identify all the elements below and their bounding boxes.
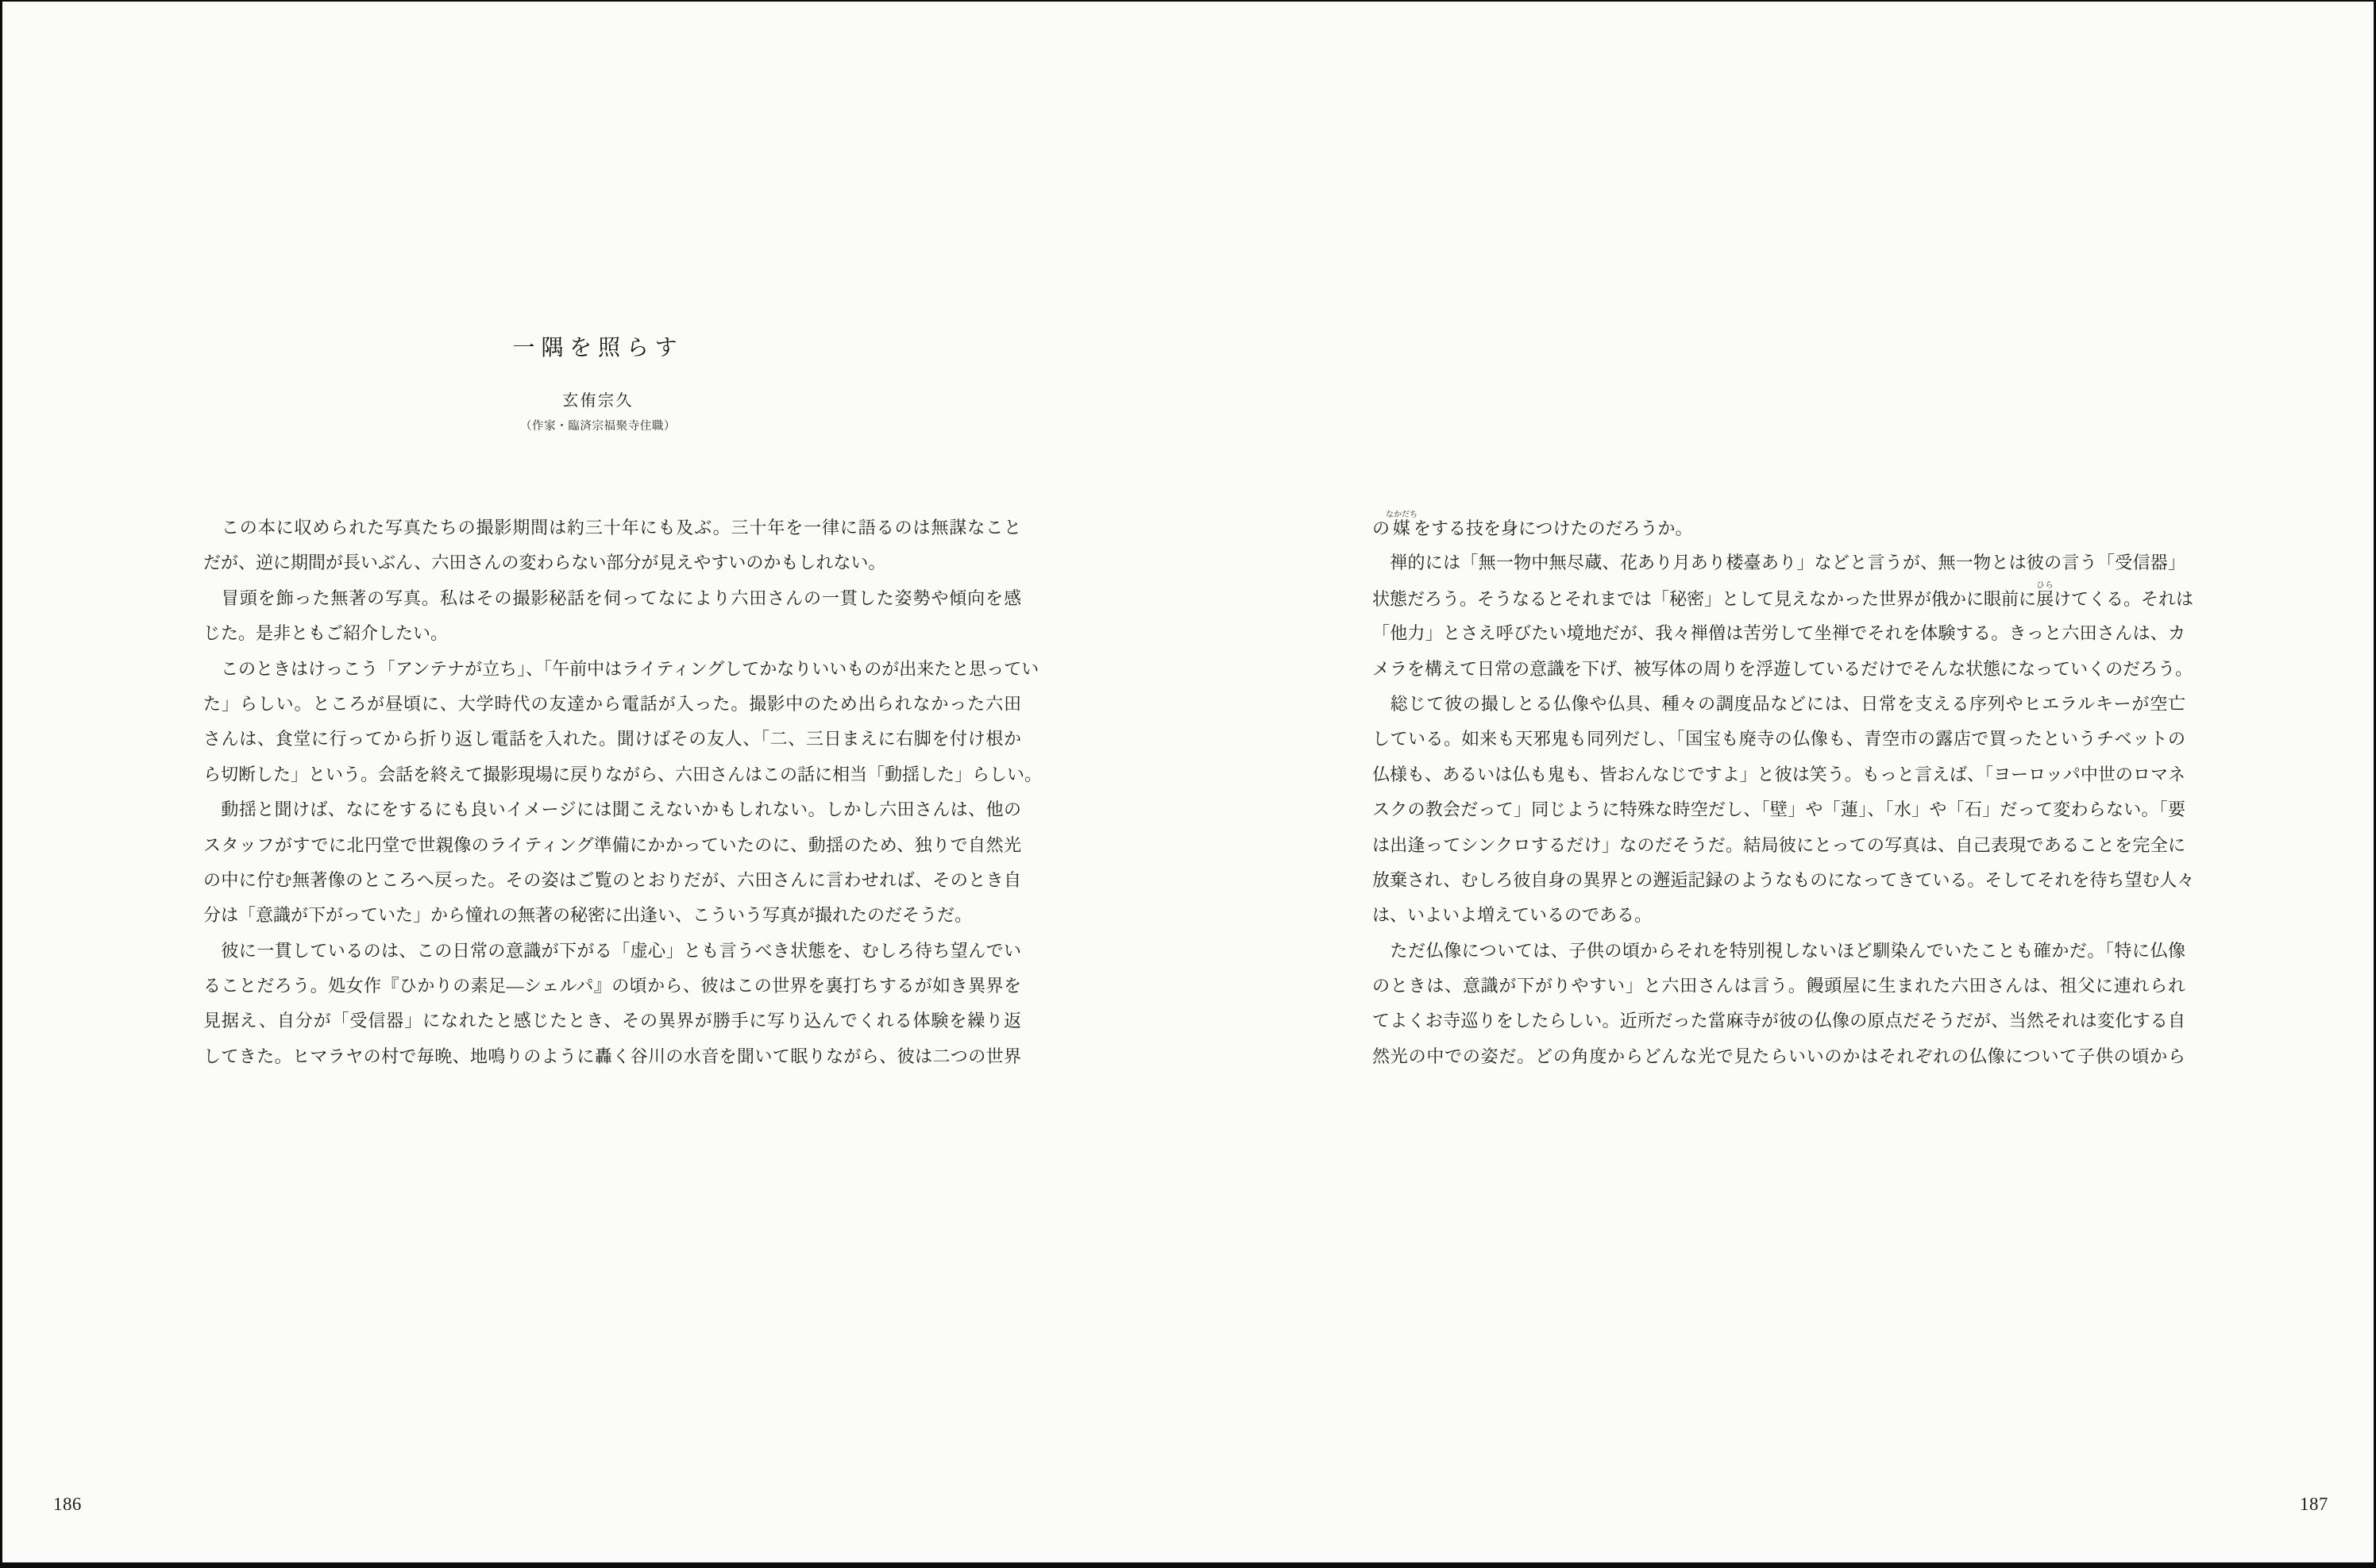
text-line: は、いよいよ増えているのである。 [1372, 905, 1653, 926]
text-line: メラを構えて日常の意識を下げ、被写体の周りを浮遊しているだけでそんな状態になっていくのだろう。 [1372, 658, 2193, 679]
text-line: 見据え、自分が「受信器」になれたと感じたとき、その異界が勝手に写り込んでくれる体験を繰り返 [203, 1011, 1021, 1031]
text-line: 冒頭を飾った無著の写真。私はその撮影秘話を伺ってなにより六田さんの一貫した姿勢や傾向を感 [203, 588, 1021, 608]
text-line: している。如来も天邪鬼も同列だし、「国宝も廃寺の仏像も、青空市の露店で買ったというチベットの [1372, 729, 2185, 749]
text-line: 総じて彼の撮しとる仏像や仏具、種々の調度品などには、日常を支える序列やヒエラルキーが空亡 [1372, 693, 2185, 714]
line-segment: 状態だろう。そうなるとそれまでは「秘密」として見えなかった世界が俄かに眼前に [1372, 588, 2037, 609]
text-line: ることだろう。処女作『ひかりの素足―シェルパ』の頃から、彼はこの世界を裏打ちするが如き異界を [203, 976, 1021, 996]
essay-author-role: （作家・臨済宗福聚寺住職） [519, 420, 677, 433]
text-line: てよくお寺巡りをしたらしい。近所だった當麻寺が彼の仏像の原点だそうだが、当然それは変化する自 [1372, 1011, 2185, 1031]
essay-author: 玄侑宗久 [562, 392, 634, 410]
text-line: この本に収められた写真たちの撮影期間は約三十年にも及ぶ。三十年を一律に語るのは無謀なこと [203, 518, 1021, 537]
text-line: スタッフがすでに北円堂で世親像のライティング準備にかかっていたのに、動揺のため、独りで自然光 [203, 834, 1021, 855]
line-segment: の [1372, 518, 1390, 538]
text-line: してきた。ヒマラヤの村で毎晩、地鳴りのように轟く谷川の水音を聞いて眠りながら、彼は二つの世界 [203, 1046, 1021, 1066]
text-line: ただ仏像については、子供の頃からそれを特別視しないほど馴染んでいたことも確かだ。「特に仏像 [1372, 940, 2185, 961]
ruby-text: なかだち [1386, 510, 1418, 519]
right-page-text-column [1372, 510, 2195, 1074]
line-segment: けてくる。それは [2054, 588, 2194, 609]
text-line: このときはけっこう「アンテナが立ち」、「午前中はライティングしてかなりいいものが出来たと思ってい [203, 658, 1040, 679]
text-line-with-ruby [1372, 580, 2194, 616]
text-line: 彼に一貫しているのは、この日常の意識が下がる「虚心」とも言うべき状態を、むしろ待ち望んでい [203, 940, 1021, 961]
text-line: 禅的には「無一物中無尽蔵、花あり月あり楼臺あり」などと言うが、無一物とは彼の言う「受信器」 [1372, 553, 2185, 573]
left-page-text-column [203, 510, 1043, 1074]
text-line: は出逢ってシンクロするだけ」なのだそうだ。結局彼にとっての写真は、自己表現であることを完全に [1372, 834, 2185, 855]
ruby-base: 媒 [1386, 518, 1418, 538]
text-line: スクの教会だって」同じように特殊な時空だし、「壁」や「蓮」、「水」や「石」だって変わらない。「要 [1372, 799, 2185, 820]
text-line: 分は「意識が下がっていた」から憧れの無著の秘密に出逢い、こういう写真が撮れたのだそうだ。 [203, 905, 973, 926]
page-number-left: 186 [53, 1494, 82, 1514]
text-line: のときは、意識が下がりやすい」と六田さんは言う。饅頭屋に生まれた六田さんは、祖父に連れられ [1372, 976, 2185, 996]
text-line: 仏様も、あるいは仏も鬼も、皆おんなじですよ」と彼は笑う。もっと言えば、「ヨーロッパ中世のロマネ [1372, 764, 2185, 784]
text-line: ら切断した」という。会話を終えて撮影現場に戻りながら、六田さんはこの話に相当「動揺した」らしい。 [203, 764, 1043, 784]
text-line: 動揺と聞けば、なにをするにも良いイメージには聞こえないかもしれない。しかし六田さんは、他の [203, 799, 1021, 820]
ruby-base: 展 [2036, 588, 2054, 609]
text-line: だが、逆に期間が長いぶん、六田さんの変わらない部分が見えやすいのかもしれない。 [203, 553, 886, 573]
page-number-right: 187 [2300, 1494, 2328, 1514]
ruby-annotation [2036, 580, 2054, 609]
text-line: 然光の中での姿だ。どの角度からどんな光で見たらいいのかはそれぞれの仏像について子供の頃から [1372, 1046, 2185, 1066]
text-line: 放棄され、むしろ彼自身の異界との邂逅記録のようなものになってきている。そしてそれを待ち望む人々 [1372, 869, 2195, 890]
text-line: じた。是非ともご紹介したい。 [203, 623, 449, 644]
text-line: 「他力」とさえ呼びたい境地だが、我々禅僧は苦労して坐禅でそれを体験する。きっと六田さんは、カ [1372, 623, 2185, 644]
text-line-with-ruby [1372, 510, 2185, 545]
line-segment: をする技を身につけたのだろうか。 [1414, 518, 1693, 538]
text-line: た」らしい。ところが昼頃に、大学時代の友達から電話が入った。撮影中のため出られなかった六田 [203, 693, 1021, 714]
ruby-text: ひら [2036, 580, 2054, 590]
text-line: の中に佇む無著像のところへ戻った。その姿はご覧のとおりだが、六田さんに言わせれば、そのとき自 [203, 869, 1021, 890]
text-line: さんは、食堂に行ってから折り返し電話を入れた。聞けばその友人、「二、三日まえに右脚を付け根か [203, 729, 1021, 749]
essay-title: 一隅を照らす [512, 336, 684, 360]
ruby-annotation [1386, 510, 1418, 538]
